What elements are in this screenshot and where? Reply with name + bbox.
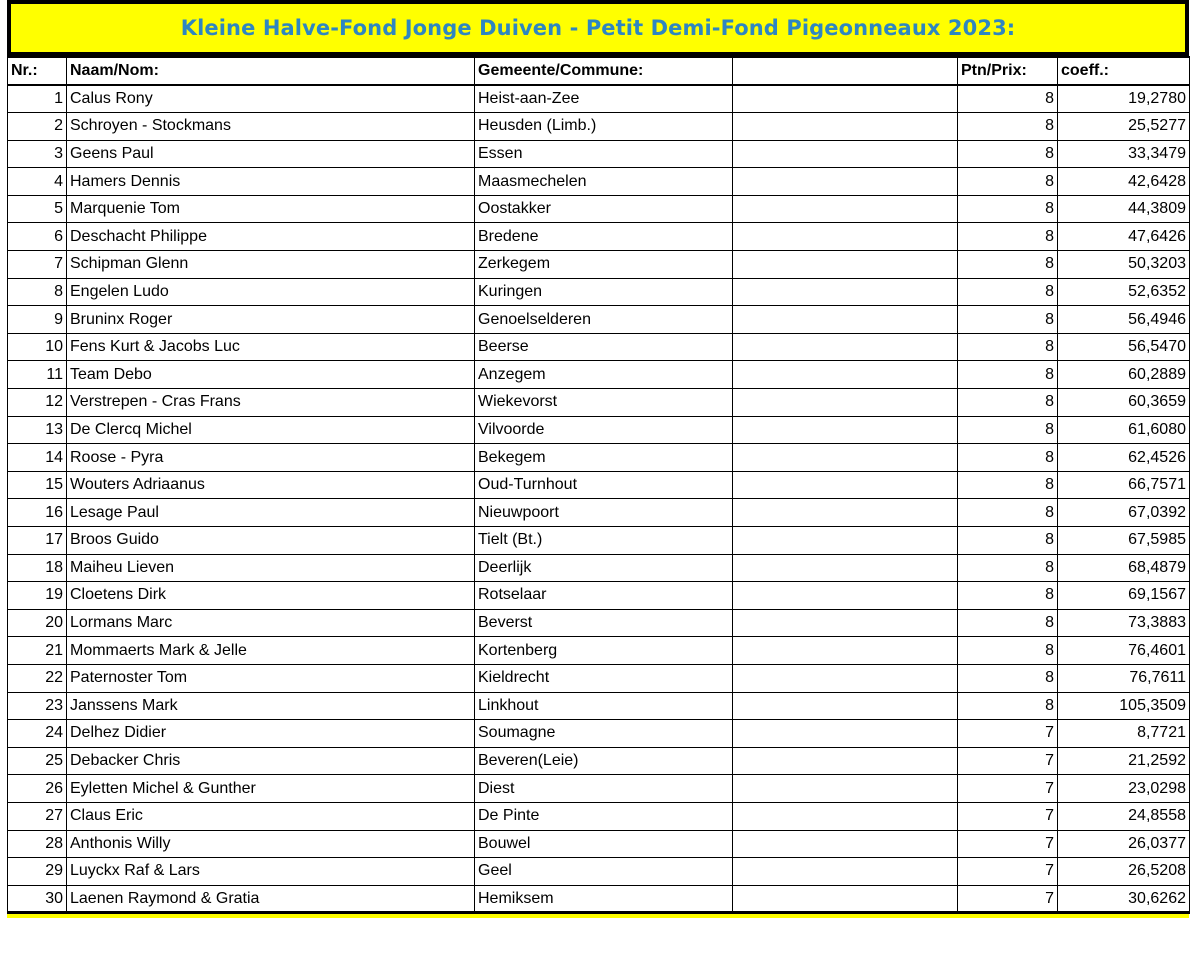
rank-cell: 18 <box>8 554 67 582</box>
table-row <box>8 664 1190 692</box>
points-cell: 8 <box>958 333 1058 361</box>
table-row <box>8 85 1190 113</box>
coeff-cell: 67,0392 <box>1058 499 1190 527</box>
blank-cell <box>733 85 958 113</box>
rank-cell: 2 <box>8 113 67 141</box>
name-cell: Janssens Mark <box>67 692 475 720</box>
coeff-cell: 25,5277 <box>1058 113 1190 141</box>
name-cell: Schroyen - Stockmans <box>67 113 475 141</box>
rank-cell: 3 <box>8 140 67 168</box>
city-cell: Deerlijk <box>475 554 733 582</box>
header-city: Gemeente/Commune: <box>475 57 733 85</box>
points-cell: 7 <box>958 747 1058 775</box>
city-cell: Linkhout <box>475 692 733 720</box>
name-cell: Fens Kurt & Jacobs Luc <box>67 333 475 361</box>
city-cell: Beverst <box>475 609 733 637</box>
coeff-cell: 67,5985 <box>1058 527 1190 555</box>
coeff-cell: 73,3883 <box>1058 609 1190 637</box>
rank-cell: 23 <box>8 692 67 720</box>
name-cell: Claus Eric <box>67 802 475 830</box>
rank-cell: 16 <box>8 499 67 527</box>
blank-cell <box>733 333 958 361</box>
blank-cell <box>733 361 958 389</box>
rank-cell: 11 <box>8 361 67 389</box>
table-row <box>8 471 1190 499</box>
city-cell: Beveren(Leie) <box>475 747 733 775</box>
name-cell: Geens Paul <box>67 140 475 168</box>
rank-cell: 26 <box>8 775 67 803</box>
table-row <box>8 609 1190 637</box>
table-row <box>8 582 1190 610</box>
city-cell: Heist-aan-Zee <box>475 85 733 113</box>
table-row <box>8 361 1190 389</box>
table-row <box>8 140 1190 168</box>
name-cell: Lormans Marc <box>67 609 475 637</box>
points-cell: 7 <box>958 802 1058 830</box>
points-cell: 8 <box>958 195 1058 223</box>
blank-cell <box>733 609 958 637</box>
points-cell: 8 <box>958 389 1058 417</box>
blank-cell <box>733 306 958 334</box>
rank-cell: 17 <box>8 527 67 555</box>
rank-cell: 15 <box>8 471 67 499</box>
name-cell: Lesage Paul <box>67 499 475 527</box>
name-cell: Marquenie Tom <box>67 195 475 223</box>
coeff-cell: 26,0377 <box>1058 830 1190 858</box>
blank-cell <box>733 527 958 555</box>
blank-cell <box>733 692 958 720</box>
rank-cell: 14 <box>8 444 67 472</box>
rank-cell: 21 <box>8 637 67 665</box>
coeff-cell: 56,5470 <box>1058 333 1190 361</box>
name-cell: Hamers Dennis <box>67 168 475 196</box>
rank-cell: 10 <box>8 333 67 361</box>
blank-cell <box>733 664 958 692</box>
page-title: Kleine Halve-Fond Jonge Duiven - Petit Demi-Fond Pigeonneaux 2023: <box>180 16 1016 40</box>
points-cell: 7 <box>958 775 1058 803</box>
city-cell: Bekegem <box>475 444 733 472</box>
name-cell: Anthonis Willy <box>67 830 475 858</box>
rank-cell: 20 <box>8 609 67 637</box>
city-cell: Kieldrecht <box>475 664 733 692</box>
name-cell: Debacker Chris <box>67 747 475 775</box>
rank-cell: 24 <box>8 720 67 748</box>
rank-cell: 9 <box>8 306 67 334</box>
coeff-cell: 62,4526 <box>1058 444 1190 472</box>
points-cell: 8 <box>958 85 1058 113</box>
blank-cell <box>733 389 958 417</box>
points-cell: 7 <box>958 830 1058 858</box>
coeff-cell: 68,4879 <box>1058 554 1190 582</box>
blank-cell <box>733 554 958 582</box>
points-cell: 8 <box>958 251 1058 279</box>
points-cell: 7 <box>958 885 1058 913</box>
blank-cell <box>733 195 958 223</box>
blank-cell <box>733 471 958 499</box>
rank-cell: 30 <box>8 885 67 913</box>
city-cell: Vilvoorde <box>475 416 733 444</box>
city-cell: Maasmechelen <box>475 168 733 196</box>
points-cell: 8 <box>958 223 1058 251</box>
city-cell: Rotselaar <box>475 582 733 610</box>
title-banner <box>7 0 1189 56</box>
coeff-cell: 8,7721 <box>1058 720 1190 748</box>
points-cell: 8 <box>958 692 1058 720</box>
points-cell: 8 <box>958 444 1058 472</box>
results-table <box>7 56 1190 914</box>
rank-cell: 29 <box>8 858 67 886</box>
points-cell: 8 <box>958 140 1058 168</box>
points-cell: 8 <box>958 609 1058 637</box>
coeff-cell: 26,5208 <box>1058 858 1190 886</box>
points-cell: 8 <box>958 416 1058 444</box>
coeff-cell: 24,8558 <box>1058 802 1190 830</box>
coeff-cell: 61,6080 <box>1058 416 1190 444</box>
table-row <box>8 527 1190 555</box>
coeff-cell: 50,3203 <box>1058 251 1190 279</box>
name-cell: Team Debo <box>67 361 475 389</box>
rank-cell: 13 <box>8 416 67 444</box>
table-row <box>8 692 1190 720</box>
city-cell: Geel <box>475 858 733 886</box>
city-cell: Essen <box>475 140 733 168</box>
points-cell: 8 <box>958 306 1058 334</box>
rank-cell: 5 <box>8 195 67 223</box>
name-cell: Eyletten Michel & Gunther <box>67 775 475 803</box>
city-cell: Nieuwpoort <box>475 499 733 527</box>
table-row <box>8 830 1190 858</box>
name-cell: Roose - Pyra <box>67 444 475 472</box>
coeff-cell: 30,6262 <box>1058 885 1190 913</box>
table-row <box>8 223 1190 251</box>
blank-cell <box>733 223 958 251</box>
points-cell: 8 <box>958 637 1058 665</box>
coeff-cell: 52,6352 <box>1058 278 1190 306</box>
blank-cell <box>733 278 958 306</box>
header-name: Naam/Nom: <box>67 57 475 85</box>
name-cell: Cloetens Dirk <box>67 582 475 610</box>
coeff-cell: 60,3659 <box>1058 389 1190 417</box>
table-row <box>8 416 1190 444</box>
city-cell: Bredene <box>475 223 733 251</box>
table-row <box>8 720 1190 748</box>
name-cell: Mommaerts Mark & Jelle <box>67 637 475 665</box>
city-cell: De Pinte <box>475 802 733 830</box>
table-row <box>8 444 1190 472</box>
header-points: Ptn/Prix: <box>958 57 1058 85</box>
coeff-cell: 76,4601 <box>1058 637 1190 665</box>
blank-cell <box>733 885 958 913</box>
name-cell: Maiheu Lieven <box>67 554 475 582</box>
city-cell: Beerse <box>475 333 733 361</box>
table-row <box>8 333 1190 361</box>
name-cell: Schipman Glenn <box>67 251 475 279</box>
rank-cell: 6 <box>8 223 67 251</box>
header-coeff: coeff.: <box>1058 57 1190 85</box>
name-cell: Calus Rony <box>67 85 475 113</box>
name-cell: Wouters Adriaanus <box>67 471 475 499</box>
city-cell: Oud-Turnhout <box>475 471 733 499</box>
coeff-cell: 105,3509 <box>1058 692 1190 720</box>
rank-cell: 8 <box>8 278 67 306</box>
points-cell: 8 <box>958 471 1058 499</box>
points-cell: 8 <box>958 554 1058 582</box>
city-cell: Genoelselderen <box>475 306 733 334</box>
rank-cell: 1 <box>8 85 67 113</box>
coeff-cell: 19,2780 <box>1058 85 1190 113</box>
points-cell: 8 <box>958 582 1058 610</box>
blank-cell <box>733 168 958 196</box>
points-cell: 8 <box>958 168 1058 196</box>
table-row <box>8 747 1190 775</box>
points-cell: 8 <box>958 113 1058 141</box>
city-cell: Wiekevorst <box>475 389 733 417</box>
name-cell: Verstrepen - Cras Frans <box>67 389 475 417</box>
results-sheet <box>7 0 1189 918</box>
name-cell: Broos Guido <box>67 527 475 555</box>
rank-cell: 19 <box>8 582 67 610</box>
blank-cell <box>733 775 958 803</box>
coeff-cell: 33,3479 <box>1058 140 1190 168</box>
name-cell: Delhez Didier <box>67 720 475 748</box>
points-cell: 7 <box>958 720 1058 748</box>
blank-cell <box>733 747 958 775</box>
name-cell: Laenen Raymond & Gratia <box>67 885 475 913</box>
city-cell: Kuringen <box>475 278 733 306</box>
name-cell: De Clercq Michel <box>67 416 475 444</box>
points-cell: 8 <box>958 664 1058 692</box>
points-cell: 8 <box>958 499 1058 527</box>
table-row <box>8 554 1190 582</box>
city-cell: Anzegem <box>475 361 733 389</box>
name-cell: Engelen Ludo <box>67 278 475 306</box>
table-row <box>8 389 1190 417</box>
city-cell: Heusden (Limb.) <box>475 113 733 141</box>
blank-cell <box>733 802 958 830</box>
footer-strip <box>7 914 1189 918</box>
header-row <box>8 57 1190 85</box>
table-row <box>8 113 1190 141</box>
city-cell: Tielt (Bt.) <box>475 527 733 555</box>
rank-cell: 25 <box>8 747 67 775</box>
coeff-cell: 44,3809 <box>1058 195 1190 223</box>
blank-cell <box>733 858 958 886</box>
table-row <box>8 858 1190 886</box>
city-cell: Kortenberg <box>475 637 733 665</box>
blank-cell <box>733 113 958 141</box>
coeff-cell: 23,0298 <box>1058 775 1190 803</box>
points-cell: 8 <box>958 527 1058 555</box>
header-blank <box>733 57 958 85</box>
points-cell: 8 <box>958 361 1058 389</box>
table-row <box>8 499 1190 527</box>
city-cell: Diest <box>475 775 733 803</box>
blank-cell <box>733 830 958 858</box>
name-cell: Deschacht Philippe <box>67 223 475 251</box>
blank-cell <box>733 720 958 748</box>
header-nr: Nr.: <box>8 57 67 85</box>
rank-cell: 4 <box>8 168 67 196</box>
blank-cell <box>733 416 958 444</box>
name-cell: Luyckx Raf & Lars <box>67 858 475 886</box>
coeff-cell: 47,6426 <box>1058 223 1190 251</box>
coeff-cell: 66,7571 <box>1058 471 1190 499</box>
table-row <box>8 168 1190 196</box>
city-cell: Oostakker <box>475 195 733 223</box>
coeff-cell: 76,7611 <box>1058 664 1190 692</box>
coeff-cell: 42,6428 <box>1058 168 1190 196</box>
city-cell: Hemiksem <box>475 885 733 913</box>
coeff-cell: 56,4946 <box>1058 306 1190 334</box>
table-row <box>8 195 1190 223</box>
table-row <box>8 775 1190 803</box>
name-cell: Paternoster Tom <box>67 664 475 692</box>
points-cell: 7 <box>958 858 1058 886</box>
blank-cell <box>733 140 958 168</box>
city-cell: Bouwel <box>475 830 733 858</box>
rank-cell: 7 <box>8 251 67 279</box>
table-row <box>8 885 1190 913</box>
table-row <box>8 802 1190 830</box>
points-cell: 8 <box>958 278 1058 306</box>
city-cell: Zerkegem <box>475 251 733 279</box>
table-row <box>8 637 1190 665</box>
blank-cell <box>733 499 958 527</box>
coeff-cell: 21,2592 <box>1058 747 1190 775</box>
blank-cell <box>733 637 958 665</box>
city-cell: Soumagne <box>475 720 733 748</box>
table-row <box>8 306 1190 334</box>
blank-cell <box>733 251 958 279</box>
coeff-cell: 60,2889 <box>1058 361 1190 389</box>
table-row <box>8 251 1190 279</box>
rank-cell: 12 <box>8 389 67 417</box>
rank-cell: 27 <box>8 802 67 830</box>
coeff-cell: 69,1567 <box>1058 582 1190 610</box>
rank-cell: 22 <box>8 664 67 692</box>
blank-cell <box>733 444 958 472</box>
blank-cell <box>733 582 958 610</box>
name-cell: Bruninx Roger <box>67 306 475 334</box>
table-row <box>8 278 1190 306</box>
rank-cell: 28 <box>8 830 67 858</box>
